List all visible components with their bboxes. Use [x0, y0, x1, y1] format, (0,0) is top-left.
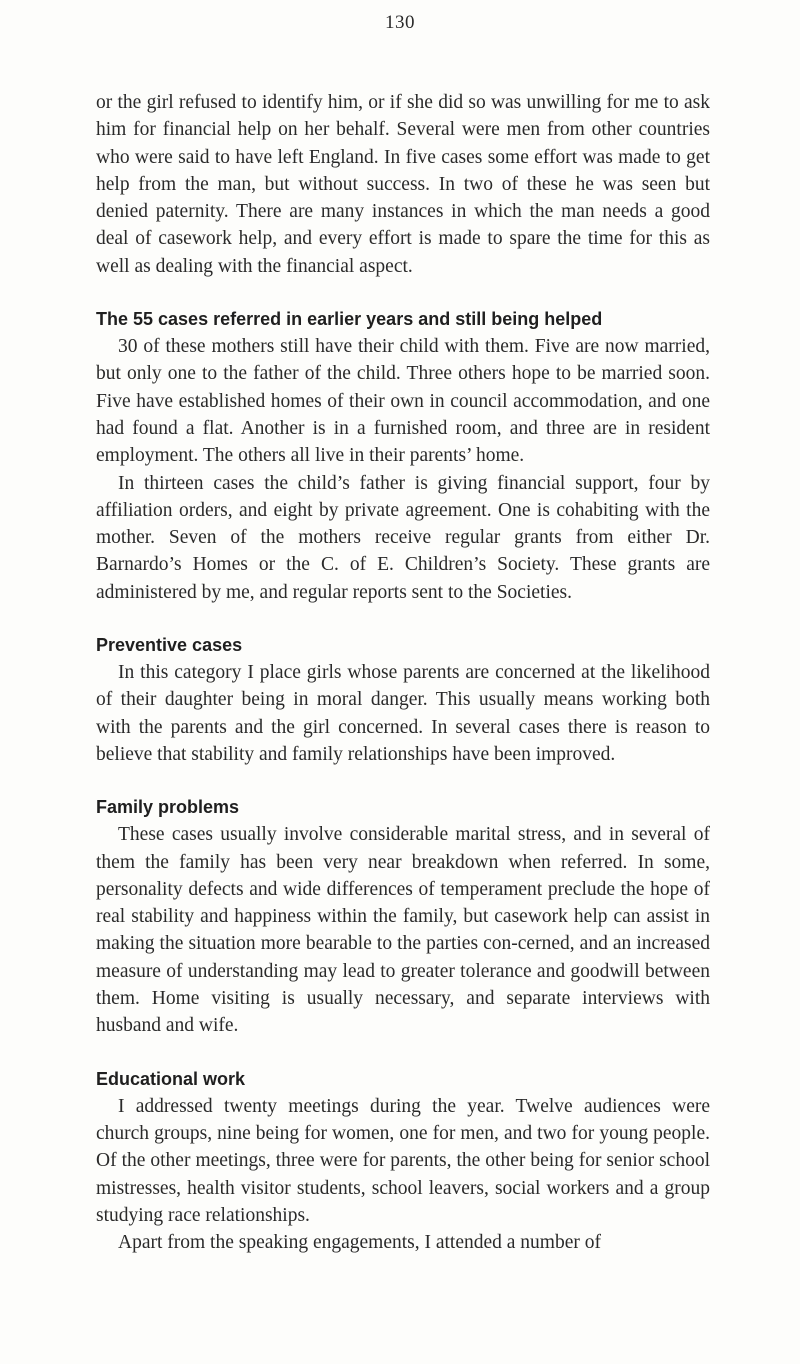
section-family-problems	[96, 794, 710, 1039]
section-paragraph: In this category I place girls whose parents are concerned at the likelihood of their daughter being in moral danger. This usually means working both with the parents and the girl concerned. In several cases there is reason to believe that stability and family relationships have been improved.	[96, 662, 710, 765]
section-paragraph: 30 of these mothers still have their child with them. Five are now married, but only one to the father of the child. Three others hope to be married soon. Five have established homes of their own in council accommodation, and one had found a flat. Another is in a furnished room, and three are in resident employment. The others all live in their parents’ home.	[96, 336, 710, 467]
section-gap	[96, 1040, 710, 1066]
section-paragraph: I addressed twenty meetings during the year. Twelve audiences were church groups, nine being for women, one for men, and two for young people. Of the other meetings, three were for parents, the other being for senior school mistresses, health visitor students, school leavers, social workers and a group studying race relationships.	[96, 1095, 710, 1226]
document-body	[96, 89, 710, 1256]
section-preventive-cases	[96, 632, 710, 768]
section-paragraph: Apart from the speaking engagements, I attended a number of	[118, 1232, 601, 1254]
section-educational-work	[96, 1066, 710, 1257]
section-heading: The 55 cases referred in earlier years and still being helped	[96, 309, 603, 330]
section-gap	[96, 280, 710, 306]
section-paragraph: These cases usually involve considerable marital stress, and in several of them the family has been very near breakdown when referred. In some, personality defects and wide differences of temperament preclude the hope of real stability and happiness within the family, but casework help can assist in making the situation more bearable to the parties con-cerned, and an increased measure of understanding may lead to greater tolerance and goodwill between them. Home visiting is usually necessary, and separate interviews with husband and wife.	[96, 824, 710, 1037]
section-gap	[96, 606, 710, 632]
intro-paragraph: or the girl refused to identify him, or if she did so was unwilling for me to ask him for financial help on her behalf. Several were men from other countries who were said to have left England. In five cases some effort was made to get help from the man, but without success. In two of these he was seen but denied paternity. There are many instances in which the man needs a good deal of casework help, and every effort is made to spare the time for this as well as dealing with the financial aspect.	[96, 92, 710, 277]
section-heading: Educational work	[96, 1068, 246, 1089]
page-number: 130	[385, 12, 415, 33]
section-earlier-cases	[96, 306, 710, 606]
section-heading: Family problems	[96, 797, 240, 818]
section-gap	[96, 768, 710, 794]
section-heading: Preventive cases	[96, 635, 243, 656]
section-paragraph: In thirteen cases the child’s father is giving financial support, four by affiliation orders, and eight by private agreement. One is cohabiting with the mother. Seven of the mothers receive regular grants from either Dr. Barnardo’s Homes or the C. of E. Children’s Society. These grants are administered by me, and regular reports sent to the Societies.	[96, 472, 710, 603]
